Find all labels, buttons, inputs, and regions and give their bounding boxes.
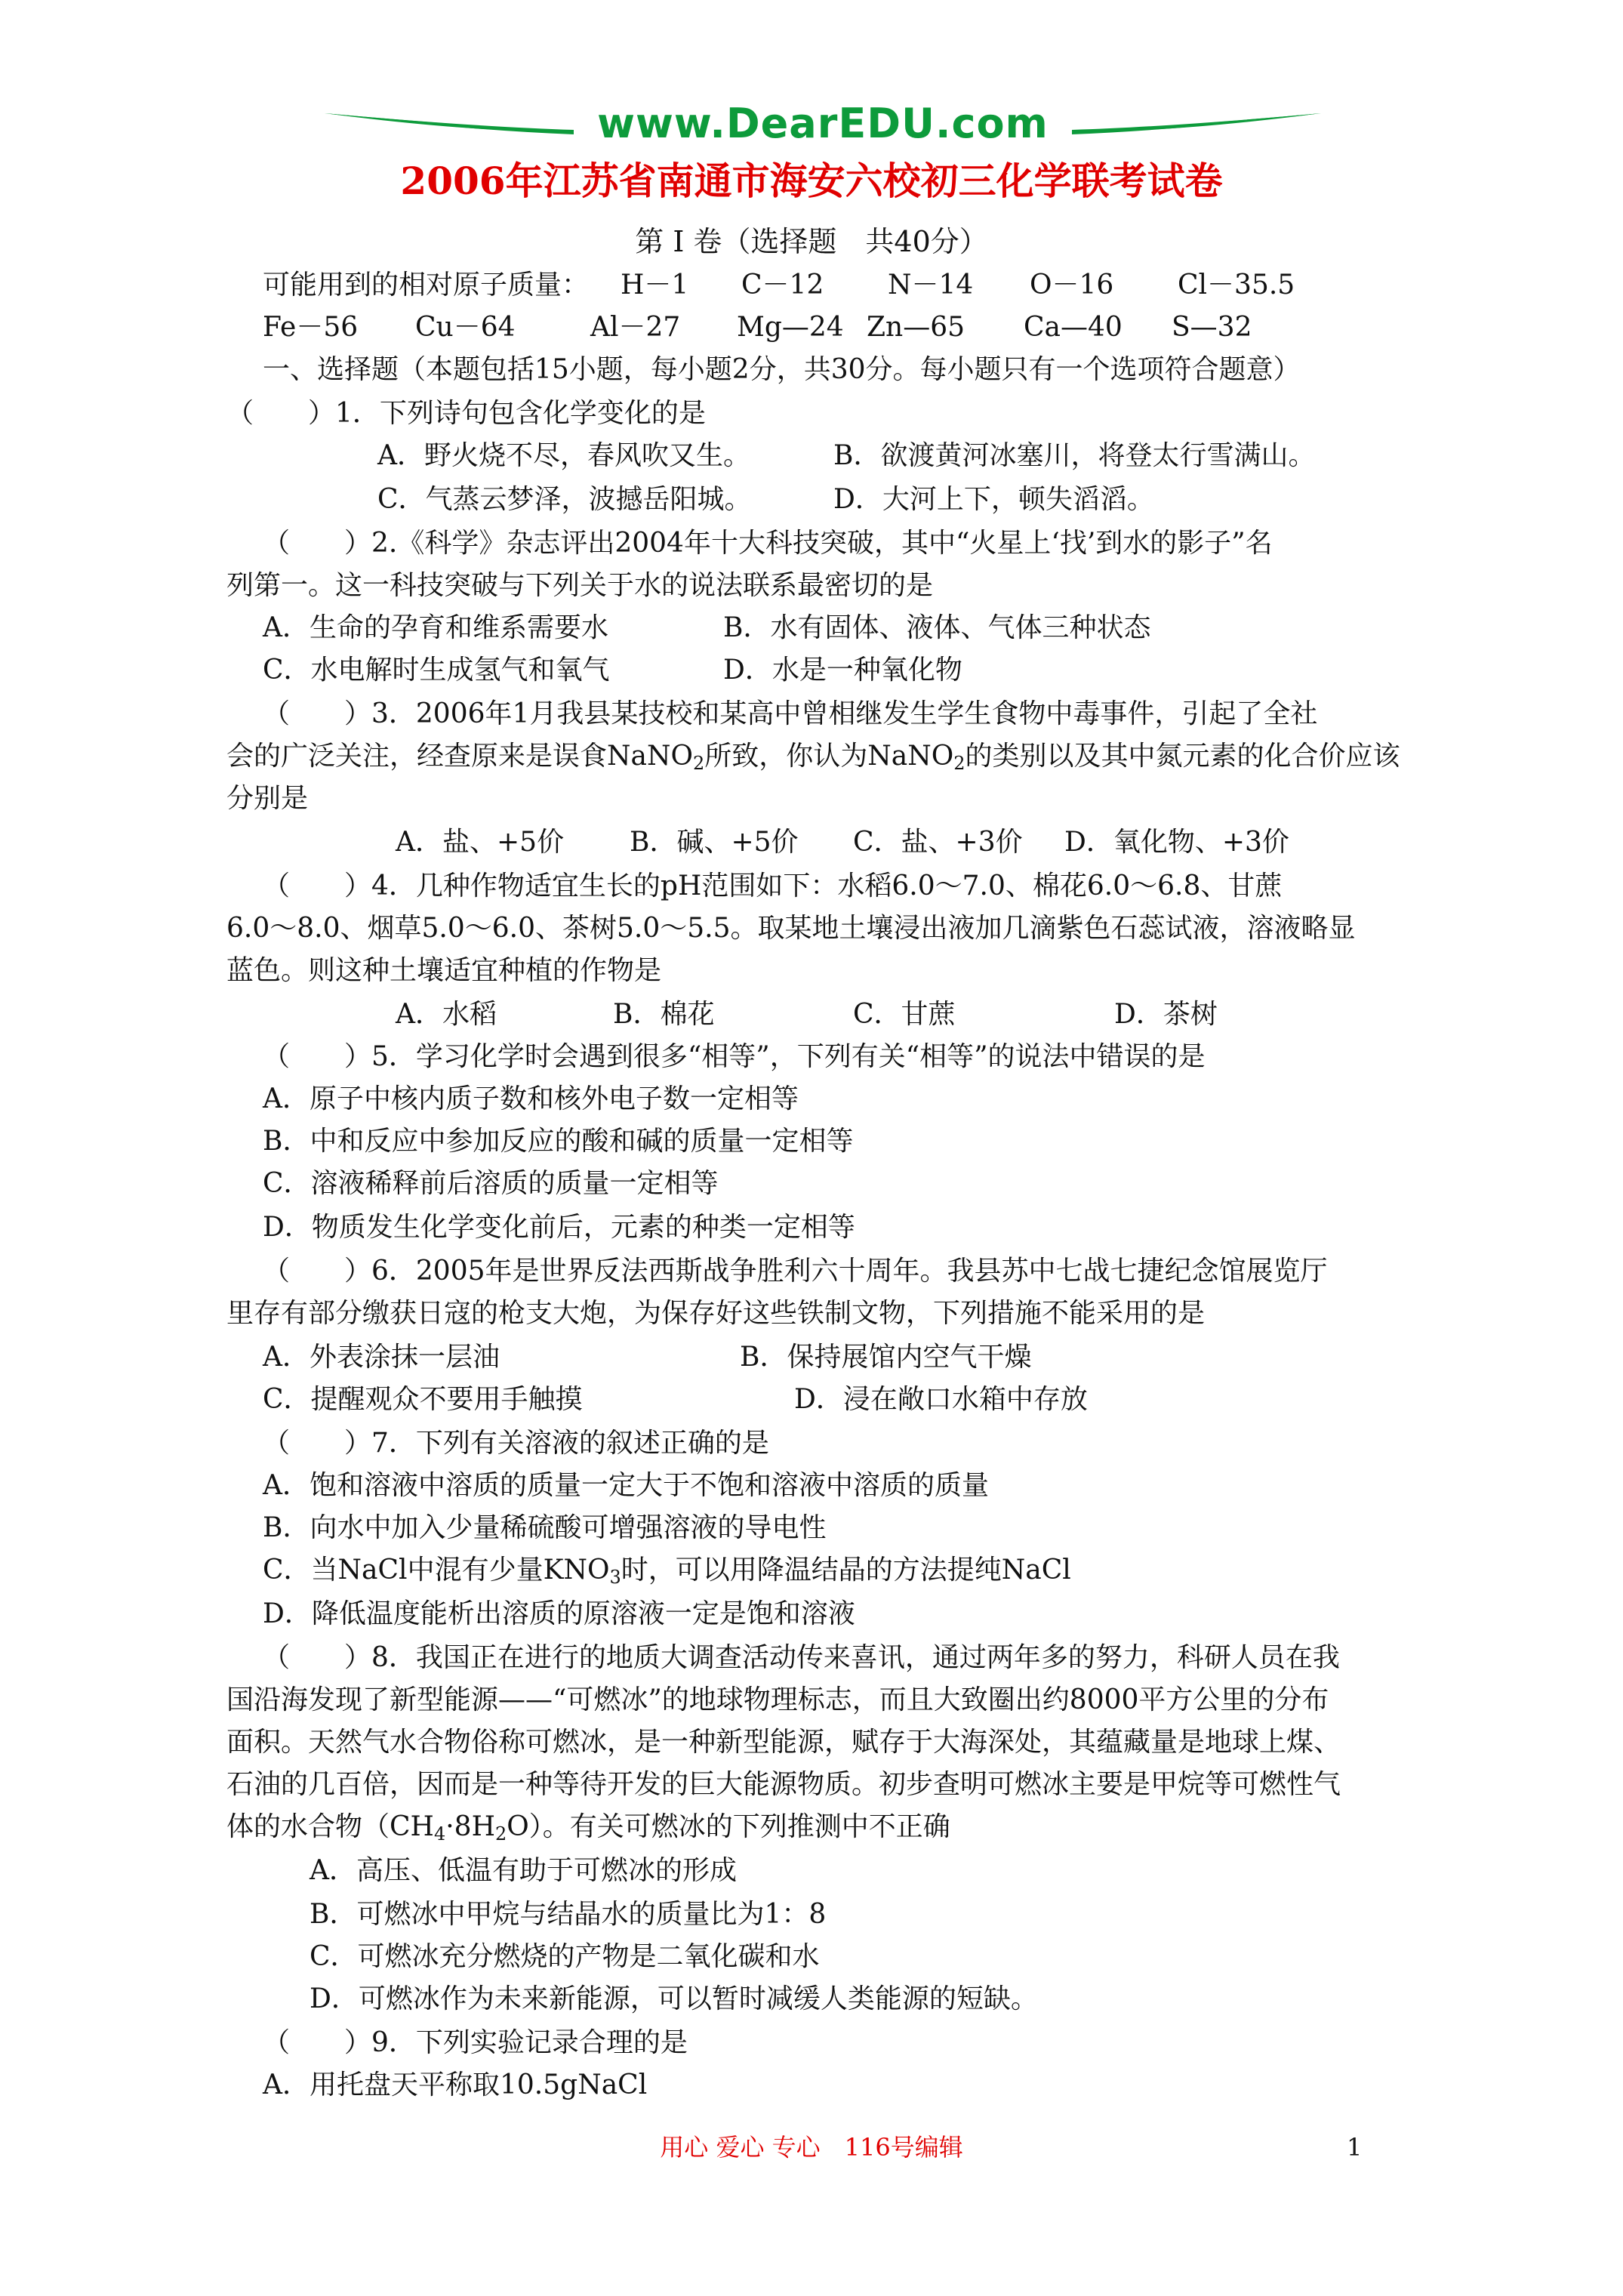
q2-stem-line2: 列第一。这一科技突破与下列关于水的说法联系最密切的是: [226, 570, 934, 601]
q5-option-a: A．原子中核内质子数和核外电子数一定相等: [263, 1083, 799, 1114]
q3-stem-line1: （ ）3．2006年1月我县某技校和某高中曾相继发生学生食物中毒事件，引起了全社: [263, 698, 1318, 729]
q5-option-d: D．物质发生化学变化前后，元素的种类一定相等: [263, 1212, 855, 1243]
q8-option-b: B．可燃冰中甲烷与结晶水的质量比为1：8: [310, 1899, 827, 1930]
atomic-mass-mg: Mg—24: [737, 312, 844, 343]
header-banner: [325, 97, 1321, 157]
q5-stem: （ ）5．学习化学时会遇到很多“相等”，下列有关“相等”的说法中错误的是: [263, 1041, 1206, 1072]
atomic-mass-n: N－14: [888, 270, 974, 300]
atomic-mass-label: 可能用到的相对原子质量：: [263, 270, 590, 300]
q4-stem-line2: 6.0～8.0、烟草5.0～6.0、茶树5.0～5.5。取某地土壤浸出液加几滴紫色石蕊试液，溶液略显: [226, 913, 1356, 944]
q1-option-b: B．欲渡黄河冰塞川，将登太行雪满山。: [833, 440, 1316, 471]
q1-option-c: C．气蒸云梦泽，波撼岳阳城。: [377, 484, 752, 515]
atomic-mass-s: S—32: [1172, 312, 1252, 343]
q4-stem-line1: （ ）4．几种作物适宜生长的pH范围如下：水稻6.0～7.0、棉花6.0～6.8、甘蔗: [263, 871, 1283, 901]
q8-stem-line1: （ ）8．我国正在进行的地质大调查活动传来喜讯，通过两年多的努力，科研人员在我: [263, 1642, 1340, 1673]
q2-option-a: A．生命的孕育和维系需要水: [263, 612, 608, 643]
q1-option-a: A．野火烧不尽，春风吹又生。: [377, 440, 750, 471]
atomic-mass-fe: Fe－56: [263, 312, 359, 343]
page-number: 1: [1347, 2133, 1363, 2162]
q6-option-c: C．提醒观众不要用手触摸: [263, 1384, 583, 1415]
footer-editor-note: 用心 爱心 专心 116号编辑: [660, 2133, 963, 2162]
q8-stem-line2: 国沿海发现了新型能源——“可燃冰”的地球物理标志，而且大致圈出约8000平方公里的分布: [226, 1684, 1329, 1715]
q7-option-c: C．当NaCl中混有少量$KNO_3$时，可以用降温结晶的方法提纯NaCl: [263, 1555, 1071, 1588]
q7-option-b: B．向水中加入少量稀硫酸可增强溶液的导电性: [263, 1512, 827, 1543]
q2-stem-line1: （ ）2.《科学》杂志评出2004年十大科技突破，其中“火星上‘找’到水的影子”名: [263, 528, 1273, 559]
q2-option-c: C．水电解时生成氢气和氧气: [263, 655, 610, 686]
q8-stem-line5: 体的水合物$(CH_4\cdot 8H_2O)$。有关可燃冰的下列推测中不正确: [226, 1811, 950, 1845]
q9-stem: （ ）9．下列实验记录合理的是: [263, 2027, 688, 2058]
q2-option-b: B．水有固体、液体、气体三种状态: [723, 612, 1151, 643]
atomic-mass-cu: Cu－64: [415, 312, 516, 343]
q9-option-a: A．用托盘天平称取10.5gNaCl: [263, 2069, 648, 2100]
q3-stem-line3: 分别是: [226, 783, 309, 814]
q4-option-b: B．棉花: [613, 999, 715, 1030]
q5-option-b: B．中和反应中参加反应的酸和碱的质量一定相等: [263, 1126, 854, 1157]
q3-option-c: C．盐、+3价: [853, 827, 1023, 858]
atomic-mass-ca: Ca—40: [1024, 312, 1123, 343]
q4-stem-line3: 蓝色。则这种土壤适宜种植的作物是: [226, 955, 662, 986]
q4-option-a: A．水稻: [396, 999, 497, 1030]
q6-option-a: A．外表涂抹一层油: [263, 1342, 500, 1373]
q2-option-d: D．水是一种氧化物: [723, 655, 962, 686]
q5-option-c: C．溶液稀释前后溶质的质量一定相等: [263, 1168, 719, 1199]
banner-url: www.DearEDU.com: [597, 100, 1049, 147]
atomic-mass-o: O－16: [1030, 270, 1114, 300]
q6-stem-line1: （ ）6．2005年是世界反法西斯战争胜利六十周年。我县苏中七战七捷纪念馆展览厅: [263, 1256, 1328, 1287]
section-heading: 第 I 卷（选择题 共40分）: [635, 225, 988, 258]
atomic-mass-zn: Zn—65: [867, 312, 965, 343]
q8-option-c: C．可燃冰充分燃烧的产物是二氧化碳和水: [310, 1941, 820, 1972]
q8-option-d: D．可燃冰作为未来新能源，可以暂时减缓人类能源的短缺。: [310, 1983, 1038, 2014]
page-title: 2006年江苏省南通市海安六校初三化学联考试卷: [400, 159, 1223, 203]
q3-option-a: A．盐、+5价: [396, 827, 565, 858]
atomic-mass-al: Al－27: [590, 312, 681, 343]
q1-stem: （ ）1．下列诗句包含化学变化的是: [226, 398, 706, 429]
q3-option-d: D．氧化物、+3价: [1064, 827, 1289, 858]
q8-stem-line4: 石油的几百倍，因而是一种等待开发的巨大能源物质。初步查明可燃冰主要是甲烷等可燃性气: [226, 1769, 1341, 1800]
q1-option-d: D．大河上下，顿失滔滔。: [833, 484, 1154, 515]
q7-stem: （ ）7．下列有关溶液的叙述正确的是: [263, 1428, 769, 1459]
q4-option-d: D．茶树: [1114, 999, 1218, 1030]
atomic-mass-h: H－1: [621, 270, 689, 300]
q8-stem-line3: 面积。天然气水合物俗称可燃冰，是一种新型能源，赋存于大海深处，其蕴藏量是地球上煤、: [226, 1727, 1341, 1758]
atomic-mass-cl: Cl－35.5: [1178, 270, 1295, 300]
q6-option-b: B．保持展馆内空气干燥: [740, 1342, 1032, 1373]
q4-option-c: C．甘蔗: [853, 999, 956, 1030]
q8-option-a: A．高压、低温有助于可燃冰的形成: [310, 1855, 737, 1886]
part1-instruction: 一、选择题（本题包括15小题，每小题2分，共30分。每小题只有一个选项符合题意）: [263, 354, 1301, 385]
q6-stem-line2: 里存有部分缴获日寇的枪支大炮，为保存好这些铁制文物，下列措施不能采用的是: [226, 1298, 1206, 1329]
atomic-mass-c: C－12: [741, 270, 824, 300]
q3-option-b: B．碱、+5价: [630, 827, 799, 858]
q7-option-d: D．降低温度能析出溶质的原溶液一定是饱和溶液: [263, 1598, 855, 1629]
q7-option-a: A．饱和溶液中溶质的质量一定大于不饱和溶液中溶质的质量: [263, 1470, 989, 1501]
q3-stem-line2: 会的广泛关注，经查原来是误食NaNO$_2$所致，你认为NaNO$_2$的类别以及其中氮元素的化合价应该: [226, 741, 1400, 774]
q6-option-d: D．浸在敞口水箱中存放: [794, 1384, 1088, 1415]
